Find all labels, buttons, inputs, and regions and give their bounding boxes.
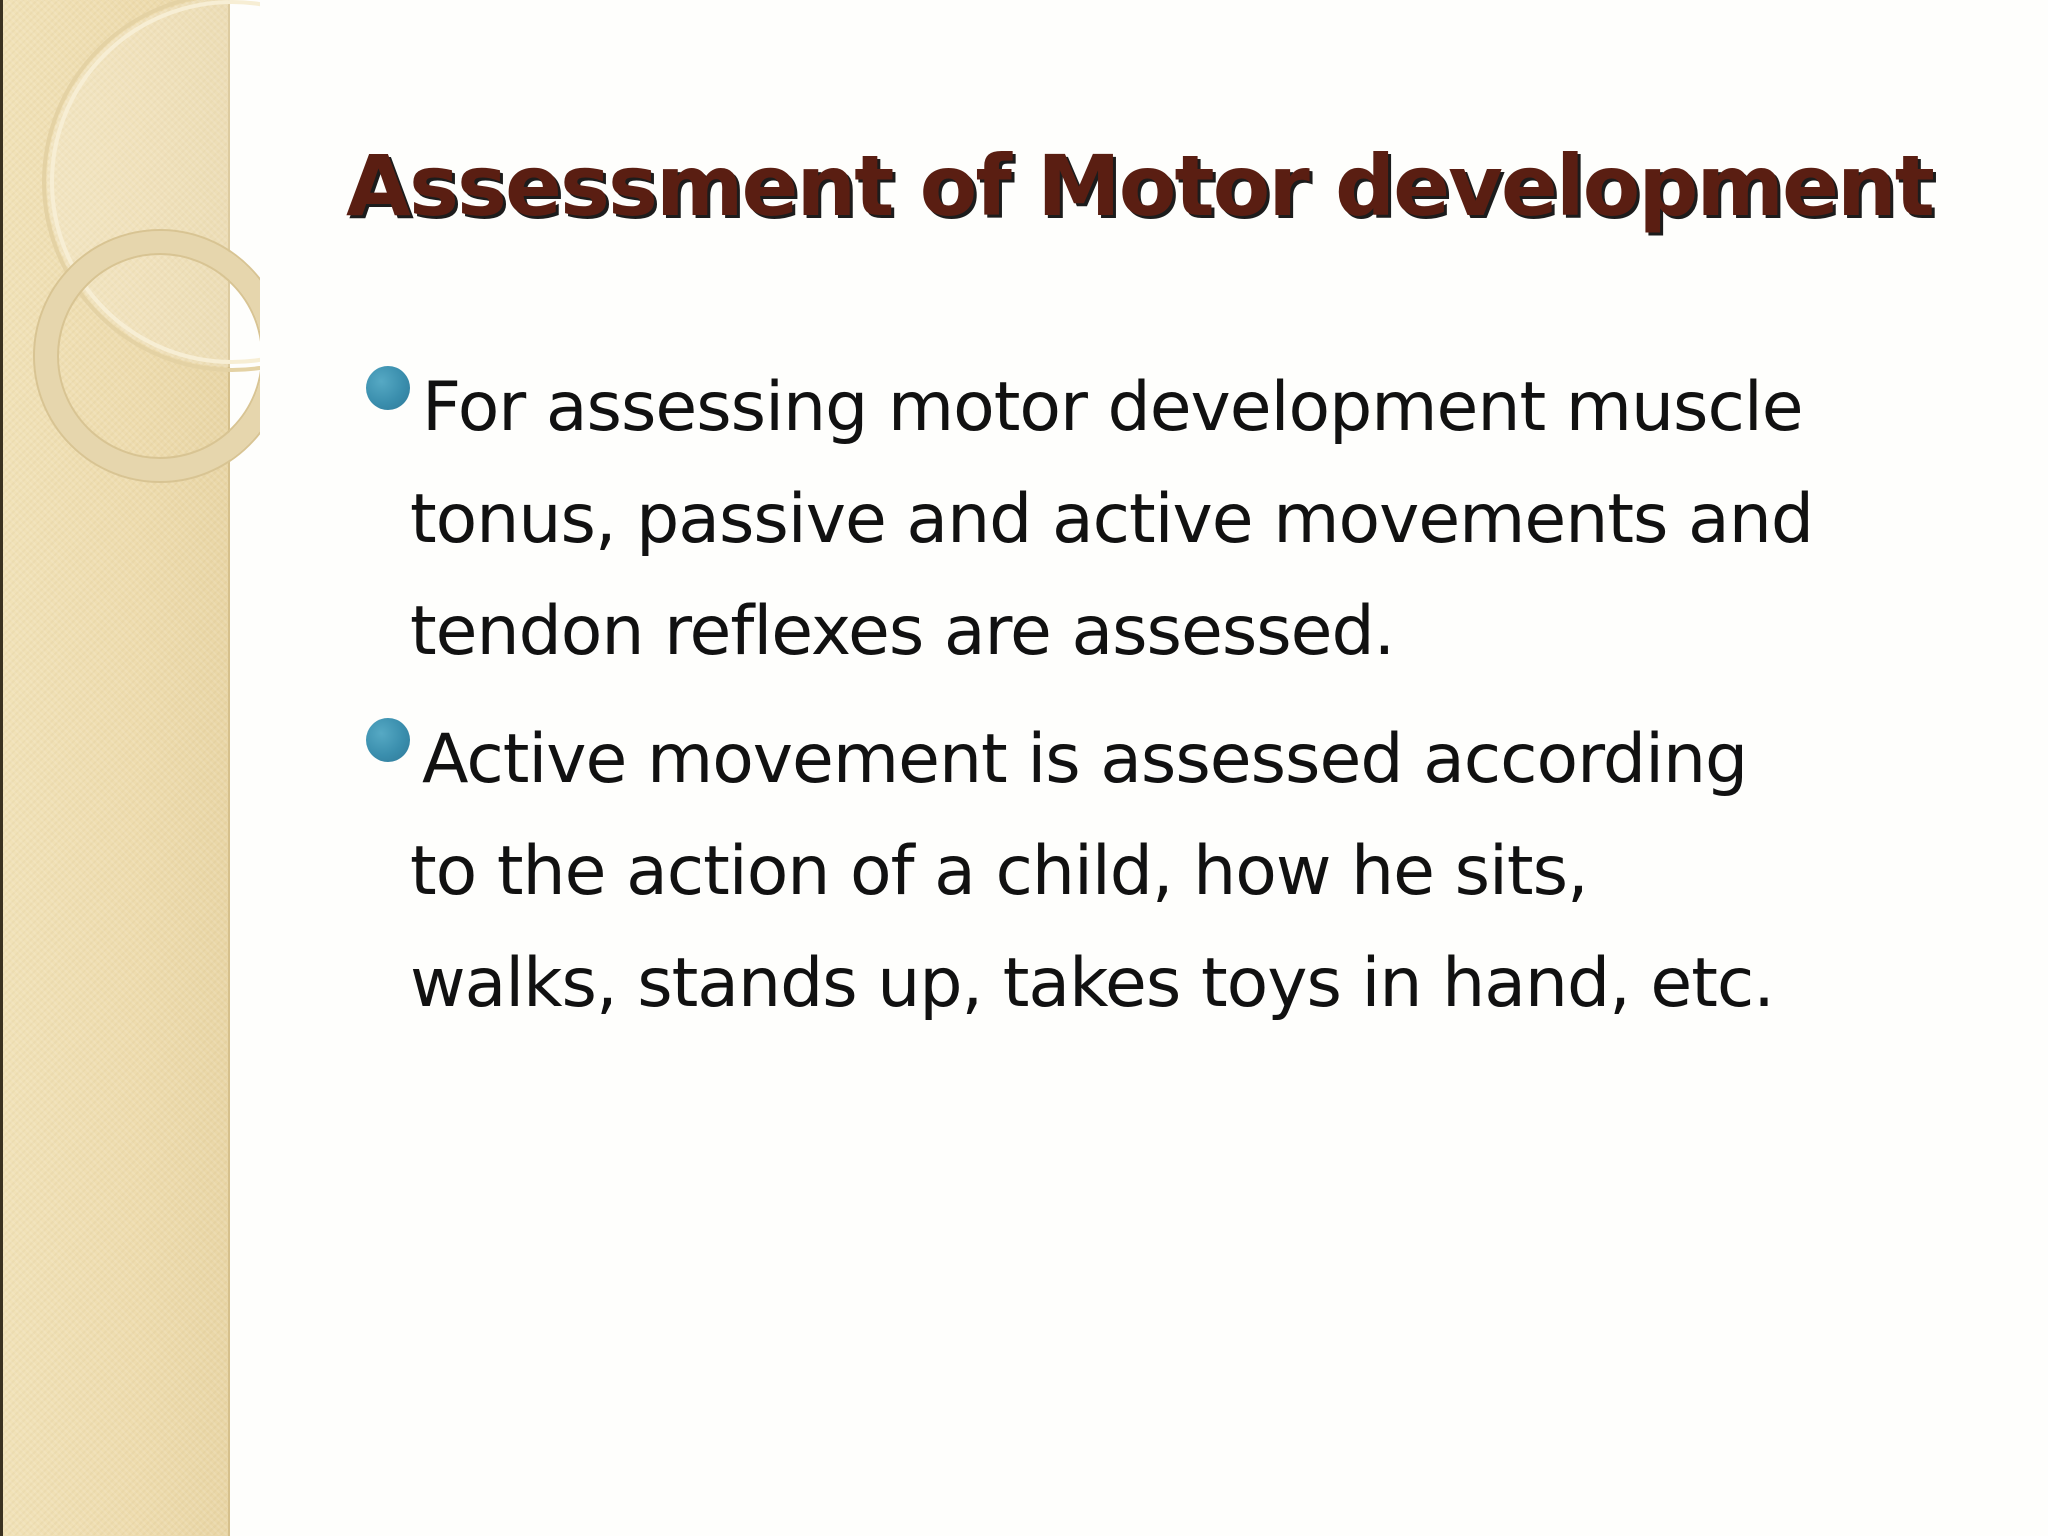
bullet-text-line: Active movement is assessed according (422, 720, 1748, 799)
ring-decoration-icon (0, 0, 260, 520)
bullet-item (366, 352, 2006, 688)
bullet-text-line: tendon reflexes are assessed. (410, 592, 1395, 671)
bullet-text-line: walks, stands up, takes toys in hand, etc. (410, 944, 1774, 1023)
bullet-text-line: tonus, passive and active movements and (410, 480, 1813, 559)
bullet-list (366, 352, 2006, 1056)
slide-title: Assessment of Motor development (346, 137, 1933, 235)
bullet-text-line: For assessing motor development muscle (422, 368, 1803, 447)
bullet-dot-icon (366, 718, 410, 762)
bullet-item (366, 704, 2006, 1040)
bullet-dot-icon (366, 366, 410, 410)
bullet-text-line: to the action of a child, how he sits, (410, 832, 1588, 911)
